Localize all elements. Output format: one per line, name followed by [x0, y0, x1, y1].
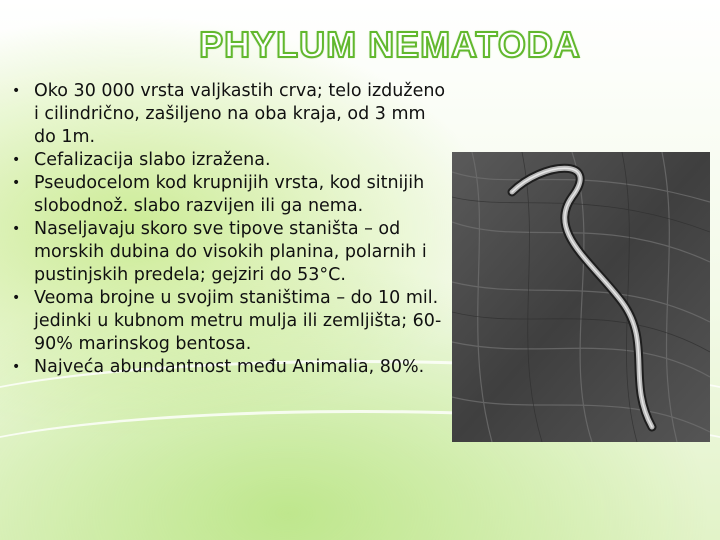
bullet-dot-icon: •: [12, 83, 21, 99]
bullet-dot-icon: •: [12, 359, 21, 375]
bullet-dot-icon: •: [12, 221, 21, 237]
nematode-micrograph-illustration: [452, 152, 710, 442]
bullet-item: [10, 356, 450, 379]
nematode-micrograph: [452, 152, 710, 442]
bullet-text: Veoma brojne u svojim staništima – do 10 mil. jedinki u kubnom metru mulja ili zemljišta; 60-90% marinskog bentosa.: [34, 288, 442, 354]
bullet-text: Najveća abundantnost među Animalia, 80%.: [34, 357, 425, 377]
bullet-dot-icon: •: [12, 175, 21, 191]
bullet-text: Pseudocelom kod krupnijih vrsta, kod sitnijih slobodnož. slabo razvijen ili ga nema.: [34, 173, 425, 216]
slide-title: PHYLUM NEMATODA: [199, 24, 581, 65]
bullet-item: [10, 80, 450, 149]
bullet-list: [10, 80, 450, 379]
bullet-text: Naseljavaju skoro sve tipove staništa – od morskih dubina do visokih planina, polarnih i pustinjskih predela; gejziri do 53°C.: [34, 219, 427, 285]
bullet-item: [10, 172, 450, 218]
bullet-item: [10, 218, 450, 287]
bullet-item: [10, 287, 450, 356]
bullet-text: Cefalizacija slabo izražena.: [34, 150, 271, 170]
bullet-item: [10, 149, 450, 172]
bullet-text: Oko 30 000 vrsta valjkastih crva; telo izduženo i cilindrično, zašiljeno na oba kraja, od 3 mm do 1m.: [34, 81, 446, 147]
bullet-dot-icon: •: [12, 152, 21, 168]
bullet-dot-icon: •: [12, 290, 21, 306]
